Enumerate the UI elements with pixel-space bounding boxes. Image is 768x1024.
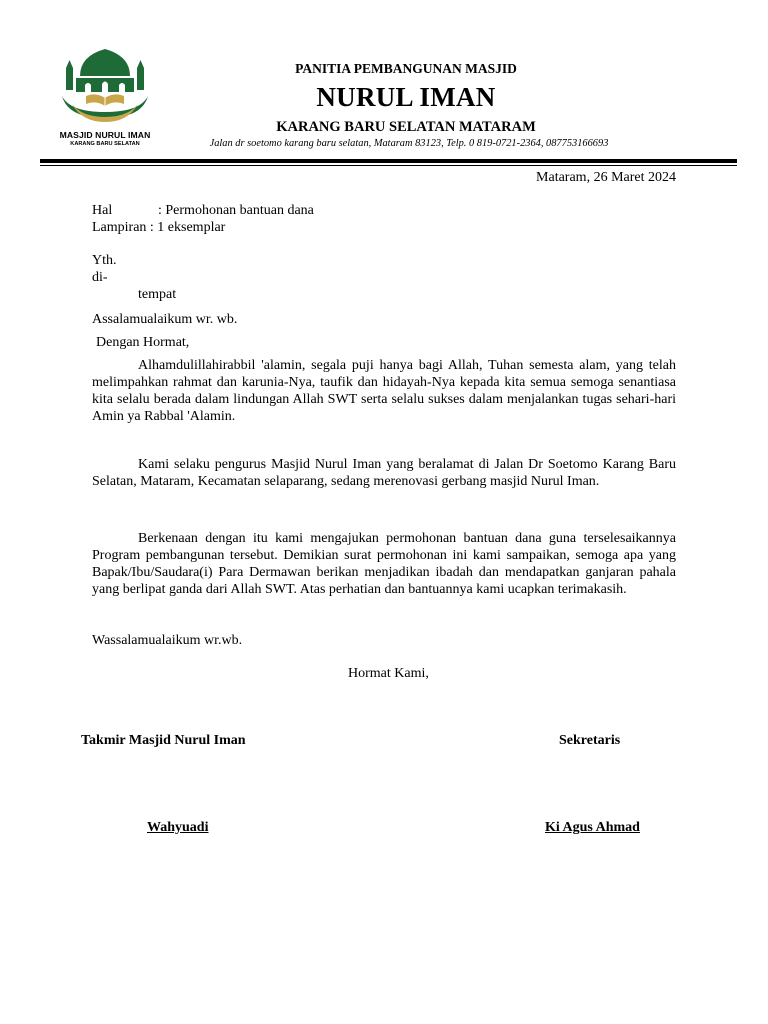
- logo-subtitle: KARANG BARU SELATAN: [70, 141, 140, 147]
- signature-right-title: Sekretaris: [559, 733, 621, 748]
- recipient-yth: Yth.: [92, 253, 117, 268]
- hal-value: : Permohonan bantuan dana: [158, 203, 314, 218]
- body-paragraph: Berkenaan dengan itu kami mengajukan permohonan bantuan dana guna terselesaikannya Program pembangunan tersebut. Demikian surat permohonan ini kami sampaikan, semoga apa yang Bapak/Ibu/Saudara(i) Para Dermawan berikan menjadikan ibadah dan mendapatkan ganjaran pahala yang berlipat ganda dari Allah SWT. Atas perhatian dan bantuannya kami ucapkan terimakasih.: [92, 531, 676, 597]
- logo-name: MASJID NURUL IMAN: [59, 130, 151, 140]
- body-paragraph: Kami selaku pengurus Masjid Nurul Iman yang beralamat di Jalan Dr Soetomo Karang Baru Selatan, Mataram, Kecamatan selaparang, sedang merenovasi gerbang masjid Nurul Iman.: [92, 457, 676, 489]
- letterhead-divider-thick: [40, 159, 737, 163]
- recipient-di: di-: [92, 270, 108, 285]
- signature-right-name: Ki Agus Ahmad: [545, 820, 640, 835]
- lampiran-line: Lampiran : 1 eksemplar: [92, 220, 226, 235]
- salam-closing: Wassalamualaikum wr.wb.: [92, 633, 243, 648]
- header-title: NURUL IMAN: [316, 82, 496, 112]
- mosque-dome-icon: [58, 46, 152, 124]
- letter-date: Mataram, 26 Maret 2024: [536, 170, 676, 185]
- signature-left-title: Takmir Masjid Nurul Iman: [81, 733, 246, 748]
- body-paragraph: Alhamdulillahirabbil 'alamin, segala puji hanya bagi Allah, Tuhan semesta alam, yang telah melimpahkan rahmat dan karunia-Nya, taufik dan hidayah-Nya kepada kita semua semoga senantiasa kita selalu berada dalam lindungan Allah SWT serta selalu sukses dalam menjalankan tugas sehari-hari Amin ya Rabbal 'Alamin.: [92, 358, 676, 424]
- greeting: Dengan Hormat,: [96, 335, 190, 350]
- hal-label: Hal: [92, 203, 113, 218]
- header-subtitle: KARANG BARU SELATAN MATARAM: [276, 119, 536, 135]
- letterhead-divider-thin: [40, 165, 737, 166]
- header-address: Jalan dr soetomo karang baru selatan, Mataram 83123, Telp. 0 819-0721-2364, 087753166693: [209, 138, 609, 149]
- signature-left-name: Wahyuadi: [147, 820, 209, 835]
- salam-opening: Assalamualaikum wr. wb.: [92, 312, 238, 327]
- recipient-tempat: tempat: [138, 287, 177, 302]
- closing-hormat: Hormat Kami,: [348, 666, 429, 681]
- mosque-logo: [52, 46, 164, 154]
- header-committee: PANITIA PEMBANGUNAN MASJID: [295, 61, 517, 76]
